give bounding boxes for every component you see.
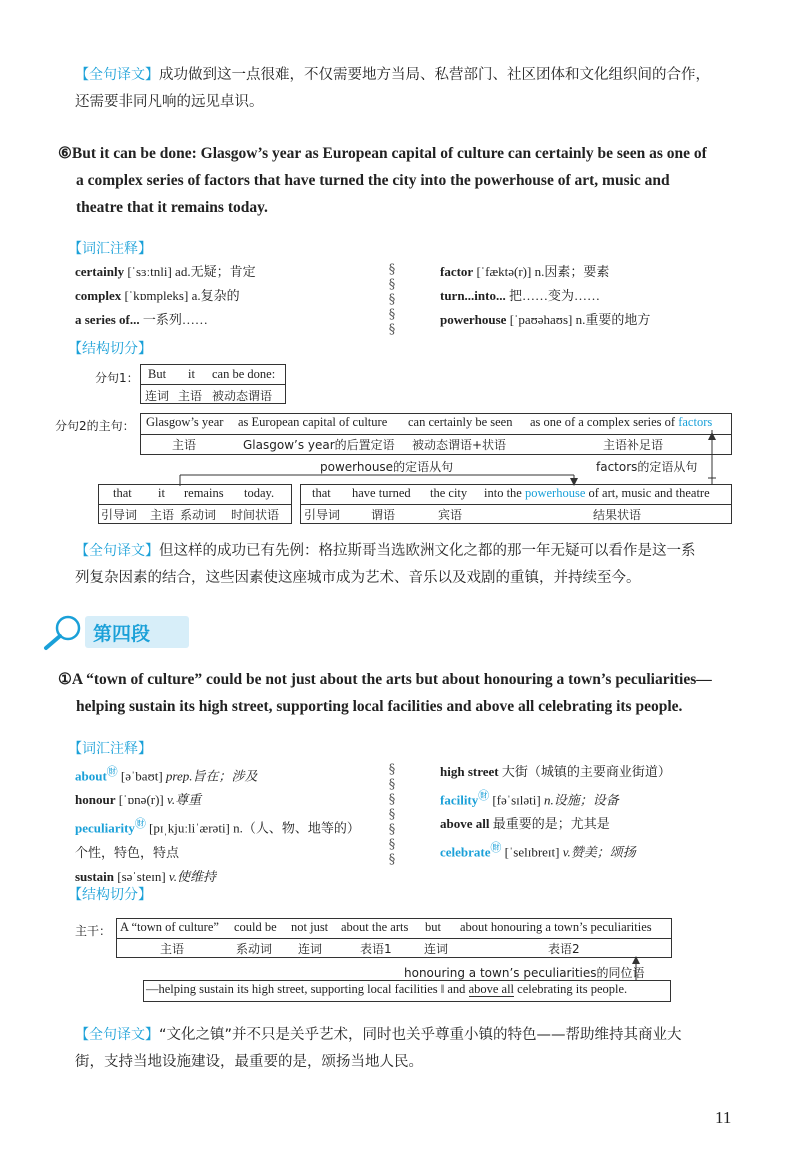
word: could be bbox=[234, 920, 277, 934]
wavy-divider: § § § § § § § bbox=[388, 762, 396, 867]
word: Glasgow’s year bbox=[146, 415, 224, 429]
role: 宾语 bbox=[438, 508, 463, 522]
role: 连词 bbox=[145, 389, 170, 403]
role: 结果状语 bbox=[593, 508, 642, 522]
vocab-item: celebrate㊖ [ˈselɪbreɪt] v.赞美；颂扬 bbox=[440, 842, 636, 860]
vocab-item: a series of... 一系列…… bbox=[75, 312, 208, 327]
role: 谓语 bbox=[371, 508, 396, 522]
vocab-item: certainly [ˈsɜːtnli] ad.无疑；肯定 bbox=[75, 264, 256, 279]
wavy-divider: § § § § § bbox=[388, 262, 396, 337]
vocab-item: sustain [səˈsteɪn] v.使维持 bbox=[75, 868, 216, 884]
role: 被动态谓语 bbox=[212, 389, 273, 403]
role: Glasgow’s year的后置定语 bbox=[243, 438, 395, 452]
annotation-factors: factors的定语从句 bbox=[596, 460, 698, 474]
sentence-6: ⑥But it can be done: Glasgow’s year as European capital of culture can certainly be seen as one of a complex series of factors that have turned the city into the powerhouse of art, music and theatre that it remains today. bbox=[58, 145, 707, 216]
vocab-item: facility㊖ [fəˈsɪləti] n.设施；设备 bbox=[440, 790, 619, 808]
word: A “town of culture” bbox=[120, 920, 219, 934]
appositive-text: —helping sustain its high street, supporting local facilities ‖ and above all celebrating its people. bbox=[146, 982, 628, 996]
para3-translation: 【全句译文】成功做到这一点很难，不仅需要地方当局、私营部门、社区团体和文化组织间的合作， 还需要非同凡响的远见卓识。 bbox=[75, 67, 710, 110]
role: 主语 bbox=[172, 438, 197, 452]
sentence-1: ①A “town of culture” could be not just about the arts but about honouring a town’s peculiarities— helping sustain its high street, supporting local facilities and above all celebrating its people. bbox=[58, 671, 712, 715]
vocab-right-list bbox=[440, 760, 671, 865]
word: but bbox=[425, 920, 441, 934]
role: 连词 bbox=[298, 942, 323, 956]
vocab-item: honour [ˈɒnə(r)] v.尊重 bbox=[75, 792, 202, 808]
vocab-item: above all 最重要的是；尤其是 bbox=[440, 816, 610, 832]
clause2-label: 分句2的主句： bbox=[55, 419, 135, 433]
vocab-item: peculiarity㊖ [pɪˌkjuːliˈærəti] n.（人、物、地等的） bbox=[75, 818, 360, 836]
vocab-tag: 【词汇注释】 bbox=[68, 741, 152, 757]
role: 引导词 bbox=[304, 508, 341, 522]
word: about the arts bbox=[341, 920, 409, 934]
section-title: 第四段 bbox=[93, 623, 151, 645]
role: 时间状语 bbox=[231, 508, 280, 522]
annotation-powerhouse: powerhouse的定语从句 bbox=[320, 460, 454, 474]
word: can be done: bbox=[212, 367, 276, 381]
frequent-badge-icon: ㊖ bbox=[490, 842, 502, 855]
s6-translation: 【全句译文】但这样的成功已有先例：格拉斯哥当选欧洲文化之都的那一年无疑可以看作是这一系 列复杂因素的结合，这些因素使这座城市成为艺术、音乐以及戏剧的重镇，并持续至今。 bbox=[75, 543, 696, 586]
magnifier-icon bbox=[40, 612, 90, 652]
role: 主语 bbox=[160, 942, 185, 956]
main-clause-label: 主干： bbox=[75, 924, 112, 938]
word: as one of a complex series of factors bbox=[530, 415, 713, 429]
role: 被动态谓语+状语 bbox=[412, 438, 507, 452]
frequent-badge-icon: ㊖ bbox=[106, 766, 118, 778]
structure-tag: 【结构切分】 bbox=[68, 887, 152, 903]
word: it bbox=[158, 486, 165, 500]
word: can certainly be seen bbox=[408, 415, 513, 429]
word: not just bbox=[291, 920, 329, 934]
vocab-item: turn...into... 把……变为…… bbox=[440, 288, 600, 303]
role: 连词 bbox=[424, 942, 449, 956]
frequent-badge-icon: ㊖ bbox=[134, 818, 146, 831]
role: 主语 bbox=[150, 508, 175, 522]
role: 表语1 bbox=[360, 942, 392, 956]
word: remains bbox=[184, 486, 224, 500]
vocab-item: high street 大街（城镇的主要商业街道） bbox=[440, 764, 671, 779]
vocab-left-list bbox=[75, 760, 360, 889]
role: 系动词 bbox=[180, 508, 217, 522]
word: But bbox=[148, 367, 167, 381]
structure-tag: 【结构切分】 bbox=[68, 341, 152, 357]
vocab-item: factor [ˈfæktə(r)] n.因素；要素 bbox=[440, 264, 610, 279]
connector-lines bbox=[0, 0, 800, 560]
vocab-item: 个性，特色，特点 bbox=[75, 844, 180, 860]
word: the city bbox=[430, 486, 468, 500]
word: as European capital of culture bbox=[238, 415, 388, 429]
role: 表语2 bbox=[548, 942, 580, 956]
clause1-label: 分句1： bbox=[95, 371, 139, 385]
vocab-tag: 【词汇注释】 bbox=[68, 241, 152, 257]
role: 引导词 bbox=[101, 508, 138, 522]
word: have turned bbox=[352, 486, 411, 500]
word: it bbox=[188, 367, 195, 381]
frequent-badge-icon: ㊖ bbox=[478, 790, 490, 802]
section-header bbox=[85, 616, 189, 648]
role: 系动词 bbox=[236, 942, 273, 956]
word: that bbox=[113, 486, 132, 500]
role: 主语 bbox=[178, 389, 203, 403]
full-translation-tag: 【全句译文】 bbox=[75, 67, 159, 83]
word: into the powerhouse of art, music and theatre bbox=[484, 486, 710, 500]
word: today. bbox=[244, 486, 275, 500]
s1-translation: 【全句译文】“文化之镇”并不只是关乎艺术，同时也关乎尊重小镇的特色——帮助维持其商业大 街，支持当地设施建设，最重要的是，颂扬当地人民。 bbox=[75, 1027, 682, 1070]
page-number: 11 bbox=[715, 1108, 732, 1127]
word: that bbox=[312, 486, 331, 500]
vocab-item: about㊖ [əˈbaʊt] prep.旨在；涉及 bbox=[75, 766, 258, 784]
annotation-appositive: honouring a town’s peculiarities的同位语 bbox=[404, 966, 645, 980]
role: 主语补足语 bbox=[603, 438, 664, 452]
vocab-item: powerhouse [ˈpaʊəhaʊs] n.重要的地方 bbox=[440, 312, 651, 327]
word: about honouring a town’s peculiarities bbox=[460, 920, 652, 934]
vocab-item: complex [ˈkɒmpleks] a.复杂的 bbox=[75, 288, 240, 303]
